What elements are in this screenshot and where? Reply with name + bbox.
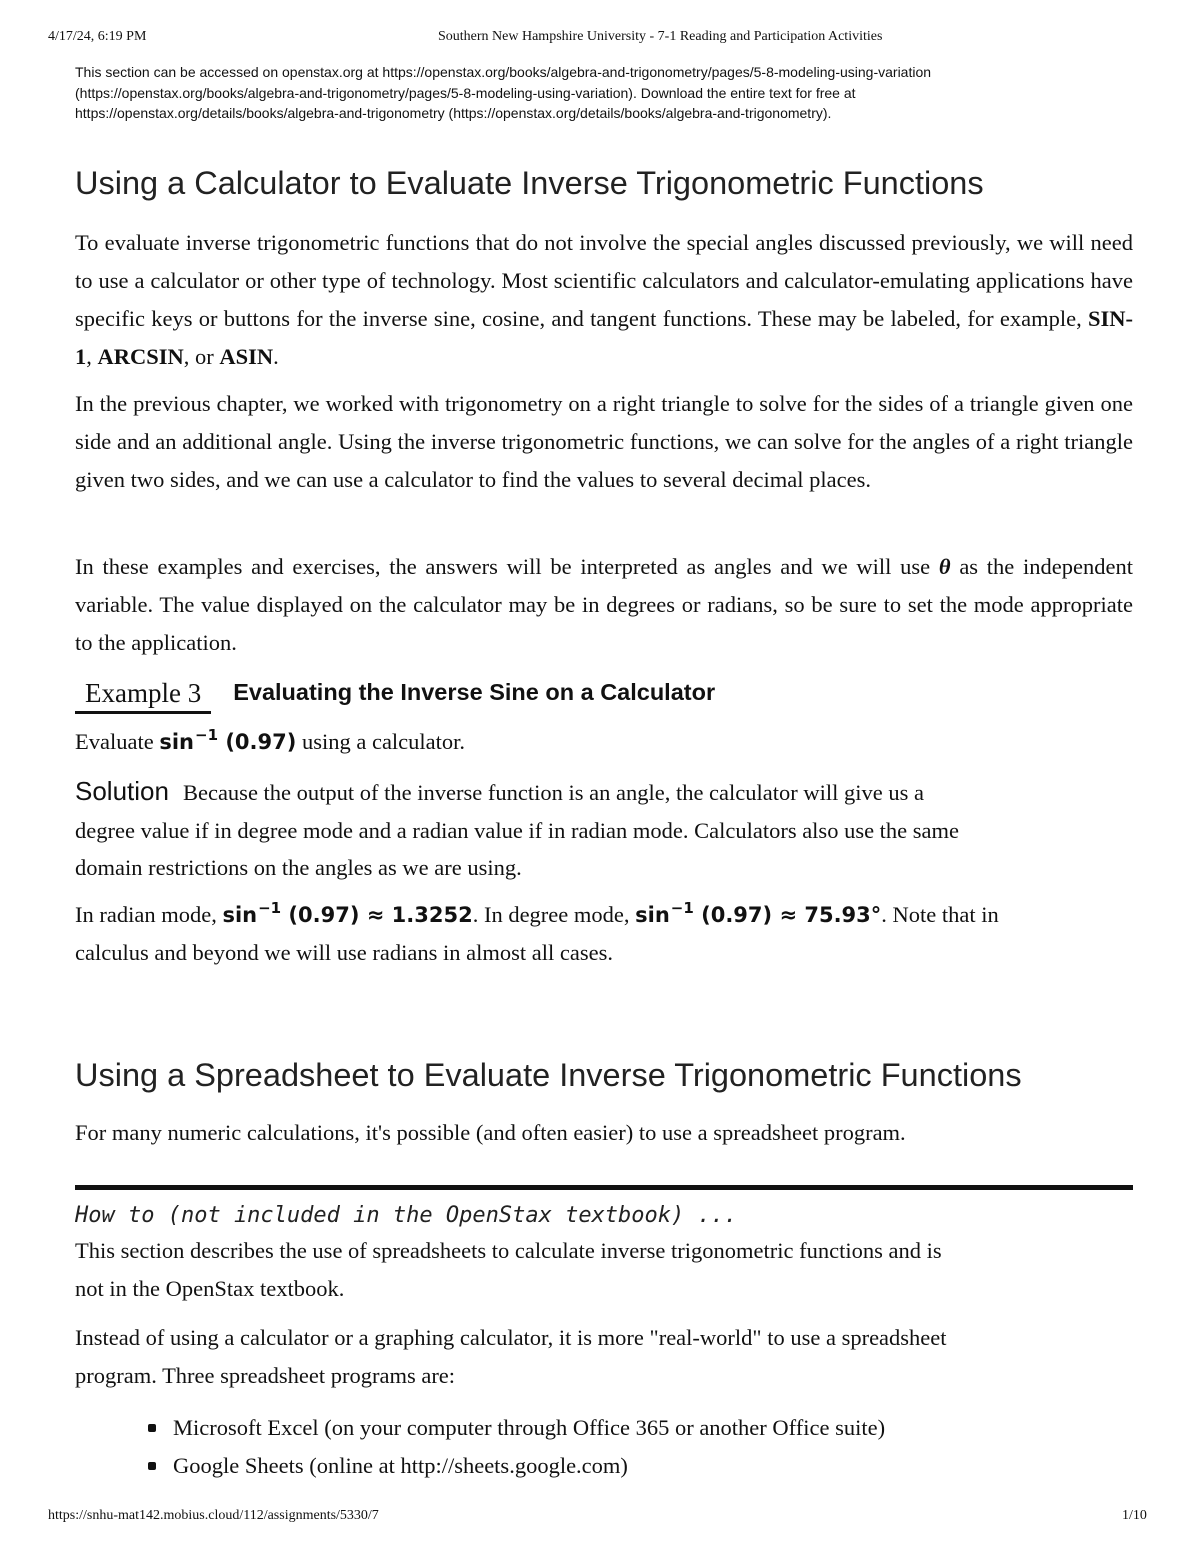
source-note-line-1[interactable]: This section can be accessed on openstax.org at https://openstax.org/books/algebra-and-trigonometry/pages/5-8-modeling-using-variation <box>75 64 932 80</box>
footer-url[interactable]: https://snhu-mat142.mobius.cloud/112/assignments/5330/7 <box>48 1508 379 1523</box>
bullet-icon <box>148 1462 156 1470</box>
list-item-text[interactable]: Google Sheets (online at http://sheets.google.com) <box>173 1453 628 1478</box>
separator: , or <box>183 344 220 369</box>
result-text: . Note that in <box>881 902 999 927</box>
key-label-sin-1: SIN-1 <box>75 306 1133 369</box>
bullet-icon <box>148 1424 156 1432</box>
result-text: In radian mode, <box>75 902 223 927</box>
source-note-line-3[interactable]: https://openstax.org/details/books/algebra-and-trigonometry (https://openstax.org/details/books/algebra-and-trigonometry). <box>75 105 832 121</box>
solution-line-1 <box>75 776 924 807</box>
list-item <box>140 1409 885 1447</box>
header-date: 4/17/24, 6:19 PM <box>48 29 147 44</box>
solution-line-3: domain restrictions on the angles as we are using. <box>75 855 522 880</box>
period: . <box>273 344 279 369</box>
howto-line-2: not in the OpenStax textbook. <box>75 1276 345 1301</box>
theta-symbol: θ <box>938 554 951 579</box>
paragraph-theta-variable <box>75 548 1133 662</box>
source-note <box>75 62 1075 124</box>
footer-page-number: 1/10 <box>1122 1508 1147 1523</box>
paragraph-calculator-intro <box>75 224 1133 376</box>
separator: , <box>86 344 98 369</box>
math-degree-result: $\sin^{-1} (0.97) \approx 75.93^\circ$ <box>635 899 882 927</box>
example-header <box>75 678 715 714</box>
howto-heading[interactable]: How to (not included in the OpenStax textbook) ... <box>75 1203 738 1228</box>
paragraph-text: In these examples and exercises, the answers will be interpreted as angles and we will use <box>75 554 939 579</box>
list-item-text: Microsoft Excel (on your computer through Office 365 or another Office suite) <box>173 1415 886 1440</box>
example-title: Evaluating the Inverse Sine on a Calculator <box>233 679 716 705</box>
prompt-text: Evaluate <box>75 729 160 754</box>
instead-line-2: program. Three spreadsheet programs are: <box>75 1363 456 1388</box>
howto-line-1: This section describes the use of spreadsheets to calculate inverse trigonometric functions and is <box>75 1238 942 1263</box>
example-prompt <box>75 726 465 755</box>
math-sin-inverse: $\sin^{-1} (0.97)$ <box>159 726 297 754</box>
list-item <box>140 1447 885 1485</box>
prompt-text: using a calculator. <box>296 729 466 754</box>
key-label-arcsin: ARCSIN <box>97 344 184 369</box>
spreadsheet-program-list <box>140 1409 885 1485</box>
paragraph-text: To evaluate inverse trigonometric functions that do not involve the special angles discussed previously, we will need to use a calculator or other type of technology. Most scientific calculators and calculator-emulating applications have specific keys or buttons for the inverse sine, cosine, and tangent functions. These may be labeled, for example, <box>75 230 1133 331</box>
example-label: Example 3 <box>75 678 211 714</box>
result-text: . In degree mode, <box>472 902 636 927</box>
source-note-line-2[interactable]: (https://openstax.org/books/algebra-and-trigonometry/pages/5-8-modeling-using-variation). Download the entire text for free at <box>75 84 856 101</box>
key-label-asin: ASIN <box>219 344 274 369</box>
instead-line-1: Instead of using a calculator or a graphing calculator, it is more "real-world" to use a spreadsheet <box>75 1325 947 1350</box>
section-title-spreadsheet: Using a Spreadsheet to Evaluate Inverse Trigonometric Functions <box>75 1057 1022 1093</box>
solution-label: Solution <box>75 776 169 806</box>
paragraph-right-triangle: In the previous chapter, we worked with trigonometry on a right triangle to solve for the sides of a triangle given one side and an additional angle. Using the inverse trigonometric functions, we can solve for the angles of a right triangle given two sides, and we can use a calculator to find the values to several decimal places. <box>75 391 1133 492</box>
solution-line-2: degree value if in degree mode and a radian value if in radian mode. Calculators also use the same <box>75 818 960 843</box>
solution-last-line: calculus and beyond we will use radians in almost all cases. <box>75 940 613 965</box>
solution-result-line <box>75 899 999 928</box>
section-divider <box>75 1185 1133 1190</box>
header-title: Southern New Hampshire University - 7-1 Reading and Participation Activities <box>438 29 883 44</box>
math-radian-result: $\sin^{-1} (0.97) \approx 1.3252$ <box>222 899 473 927</box>
section-title-calculator: Using a Calculator to Evaluate Inverse Trigonometric Functions <box>75 165 984 201</box>
solution-text: Because the output of the inverse function is an angle, the calculator will give us a <box>182 780 924 805</box>
paragraph-text: as the independent variable. The value displayed on the calculator may be in degrees or radians, so be sure to set the mode appropriate to the application. <box>75 554 1133 655</box>
spreadsheet-intro: For many numeric calculations, it's possible (and often easier) to use a spreadsheet program. <box>75 1120 906 1145</box>
